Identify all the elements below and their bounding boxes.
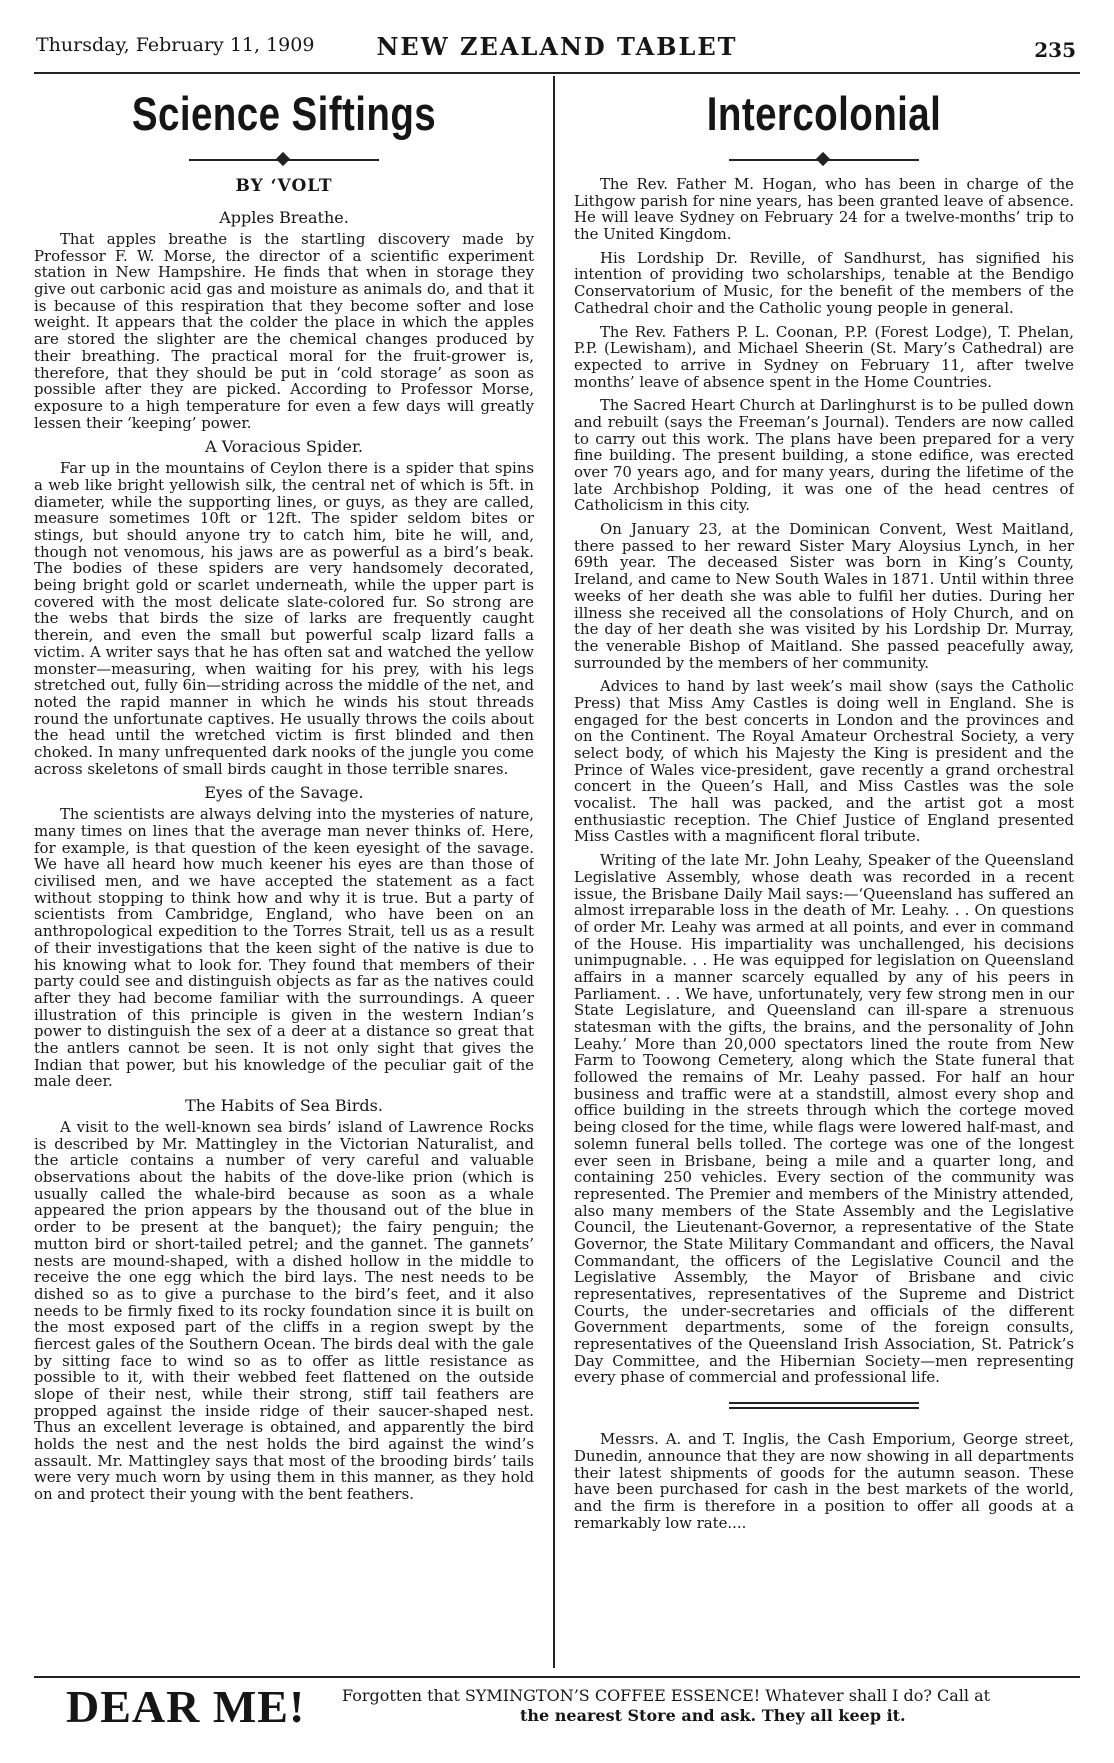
news-paragraph: Writing of the late Mr. John Leahy, Speaker of the Queensland Legislative Assembly, whose death was recorded in a recent issue, the Brisbane Daily Mail says:—‘Queensland has suffered an almost irreparable loss in the death of Mr. Leahy. . . On questions of order Mr. Leahy was armed at all points, and ever in command of the House. His impartiality was unchallenged, his decisions unimpugnable. . . He was equipped for legislation on Queensland affairs in a manner scarcely equalled by any of his peers in Parliament. . . We have, unfortunately, very few strong men in our State Legislature, and Queensland can ill-spare a strenuous statesman with the gifts, the brains, and the personality of John Leahy.’ More than 20,000 spectators lined the route from New Farm to Toowong Cemetery, along which the State funeral that followed the remains of Mr. Leahy passed. For half an hour business and traffic were at a standstill, almost every shop and office building in the streets through which the cortege moved being closed for the time, while flags were lowered half-mast, and solemn funeral bells tolled. The cortege was one of the longest ever seen in Brisbane, being a mile and a quarter long, and containing 250 vehicles. Every section of the community was represented. The Premier and members of the Ministry attended, also many members of the State Assembly and the Legislative Council, the Lieutenant-Governor, a representative of the State Governor, the State Military Commandant and officers, the Naval Commandant, the officers of the Legislative Council and the Legislative Assembly, the Mayor of Brisbane and civic representatives, representatives of the Supreme and District Courts, the under-secretaries and officials of the different Government departments, some of the foreign consults, representatives of the Queensland Irish Association, St. Patrick’s Day Committee, and the Hibernian Society—men representing every phase of commercial and professional life. bbox=[574, 851, 1074, 1387]
section-title-science: Science Siftings bbox=[131, 87, 437, 140]
article-paragraph: The scientists are always delving into the mysteries of nature, many times on lines that the average man never thinks of. Here, for example, is that question of the keen eyesight of the savage. We have all heard how much keener his eyes are than those of civilised men, and we have accepted the statement as a fact without stopping to think how and why it is true. But a party of scientists from Cambridge, England, who have been on an anthropological expedition to the Torres Strait, tell us as a result of their investigations that the keen sight of the native is due to his knowing what to look for. They found that members of their party could see and distinguish objects as far as the natives could after they had become familiar with the surroundings. A queer illustration of this principle is given in the western Indian’s power to distinguish the sex of a deer at a distance so great that the antlers cannot be seen. It is not only sight that gives the Indian that power, but his knowledge of the peculiar gait of the male deer. bbox=[34, 805, 534, 1091]
news-paragraph: His Lordship Dr. Reville, of Sandhurst, has signified his intention of providing two scholarships, tenable at the Bendigo Conservatorium of Music, for the benefit of the members of the Cathedral choir and the Catholic young people in general. bbox=[574, 248, 1074, 317]
article-paragraph: A visit to the well-known sea birds’ island of Lawrence Rocks is described by Mr. Mattingley in the Victorian Naturalist, and the article contains a number of very careful and valuable observations about the habits of the dove-like prion (which is usually called the whale-bird because as soon as a whale appeared the prion appears by the thousand out of the blue in order to be present at the banquet); the fairy penguin; the mutton bird or short-tailed petrel; and the gannet. The gannets’ nests are mound-shaped, with a dished hollow in the middle to receive the one egg which the bird lays. The nest needs to be dished so as to give a purchase to the bird’s feet, and it also needs to be firmly fixed to its rocky foundation since it is built on the most exposed part of the cliffs in a region swept by the fiercest gales of the Southern Ocean. The birds deal with the gale by sitting face to wind so as to offer as little resistance as possible to it, with their webbed feet flattened on the outside slope of their nest, while their strong, stiff tail feathers are propped against the inside ridge of their saucer-shaped nest. Thus an excellent leverage is obtained, and apparently the bird holds the nest and the nest holds the bird against the wind’s assault. Mr. Mattingley says that most of the brooding birds’ tails were very much worn by using them in this manner, as they hold on and protect their young with the bent feathers. bbox=[34, 1118, 534, 1504]
title-ornament bbox=[729, 152, 919, 168]
right-column bbox=[574, 78, 1074, 1670]
title-ornament bbox=[189, 152, 379, 168]
advert-paragraph: Messrs. A. and T. Inglis, the Cash Emporium, George street, Dunedin, announce that they are now showing in all departments their latest shipments of goods for the autumn season. These have been purchased for cash in the best markets of the world, and the firm is therefore in a position to offer all goods at a remarkably low rate.... bbox=[574, 1430, 1074, 1532]
news-items bbox=[574, 176, 1074, 1386]
news-paragraph: The Rev. Father M. Hogan, who has been in charge of the Lithgow parish for nine years, has been granted leave of absence. He will leave Sydney on February 24 for a twelve-months’ trip to the United Kingdom. bbox=[574, 175, 1074, 244]
news-paragraph: The Rev. Fathers P. L. Coonan, P.P. (Forest Lodge), T. Phelan, P.P. (Lewisham), and Michael Sheerin (St. Mary’s Cathedral) are expected to arrive in Sydney on February 11, after twelve months’ leave of absence spent in the Home Countries. bbox=[574, 322, 1074, 391]
article-body bbox=[34, 208, 534, 1503]
section-heading: Eyes of the Savage. bbox=[204, 783, 364, 803]
section-title-intercolonial: Intercolonial bbox=[706, 87, 942, 140]
article-paragraph: That apples breathe is the startling discovery made by Professor F. W. Morse, the director of a scientific experiment station in New Hampshire. He finds that when in storage they give out carbonic acid gas and moisture as animals do, and that it is because of this respiration that they become softer and lose weight. It appears that the colder the place in which the apples are stored the slighter are the chemical changes produced by their breathing. The practical moral for the fruit-grower is, therefore, that they should be put in ‘cold storage’ as soon as possible after they are picked. According to Professor Morse, exposure to a high temperature for even a few days will greatly lessen their ‘keeping’ power. bbox=[34, 230, 534, 432]
news-paragraph: Advices to hand by last week’s mail show (says the Catholic Press) that Miss Amy Castles is doing well in England. She is engaged for the best concerts in London and the provinces and on the Continent. The Royal Amateur Orchestral Society, a very select body, of which his Majesty the King is president and the Prince of Wales vice-president, gave recently a grand orchestral concert in the Queen’s Hall, and Miss Castles was the sole vocalist. The hall was packed, and the artist got a most enthusiastic reception. The Chief Justice of England presented Miss Castles with a magnificent floral tribute. bbox=[574, 677, 1074, 846]
news-paragraph: On January 23, at the Dominican Convent, West Maitland, there passed to her reward Sister Mary Aloysius Lynch, in her 69th year. The deceased Sister was born in King’s County, Ireland, and came to New South Wales in 1871. Until within three weeks of her death she was able to fulfil her duties. During her illness she received all the consolations of Holy Church, and on the day of her death she was visited by his Lordship Dr. Murray, the venerable Bishop of Maitland. She passed peacefully away, surrounded by the members of her community. bbox=[574, 520, 1074, 672]
column-divider bbox=[553, 76, 555, 1668]
article-paragraph: Far up in the mountains of Ceylon there is a spider that spins a web like bright yellowish silk, the central net of which is 5ft. in diameter, while the supporting lines, or guys, as they are called, measure sometimes 10ft or 12ft. The spider seldom bites or stings, but should anyone try to catch him, bite he will, and, though not venomous, his jaws are as powerful as a bird’s beak. The bodies of these spiders are very handsomely decorated, being bright gold or scarlet underneath, while the upper part is covered with the most delicate slate-colored fur. So strong are the webs that birds the size of larks are frequently caught therein, and even the small but powerful scalp lizard falls a victim. A writer says that he has often sat and watched the yellow monster—measuring, when waiting for his prey, with his legs stretched out, fully 6in—striding across the middle of the net, and noted the rapid manner in which he winds his stout threads round the unfortunate captives. He usually throws the coils about the head until the wretched victim is first blinded and then choked. In many unfrequented dark nooks of the jungle you come across skeletons of small birds caught in those terrible snares. bbox=[34, 459, 534, 778]
section-rule bbox=[729, 1402, 919, 1409]
section-heading: The Habits of Sea Birds. bbox=[185, 1096, 383, 1115]
byline: BY ‘VOLT bbox=[235, 176, 333, 196]
footer-advert bbox=[34, 1676, 1080, 1738]
page-header bbox=[34, 30, 1080, 74]
advert-headline: DEAR ME! bbox=[66, 1681, 306, 1732]
left-column bbox=[34, 78, 534, 1670]
advert-line-2: the nearest Store and ask. They all keep it. bbox=[520, 1706, 906, 1725]
page-number: 235 bbox=[1034, 38, 1076, 62]
section-heading: A Voracious Spider. bbox=[205, 437, 363, 457]
masthead: NEW ZEALAND TABLET bbox=[376, 32, 738, 61]
advert-line-1: Forgotten that SYMINGTON’S COFFEE ESSENCE! Whatever shall I do? Call at bbox=[342, 1686, 991, 1705]
issue-date: Thursday, February 11, 1909 bbox=[36, 34, 315, 56]
section-heading: Apples Breathe. bbox=[219, 208, 349, 227]
news-paragraph: The Sacred Heart Church at Darlinghurst is to be pulled down and rebuilt (says the Freeman’s Journal). Tenders are now called to carry out this work. The plans have been prepared for a very fine building. The present building, a stone edifice, was erected over 70 years ago, and for many years, during the lifetime of the late Archbishop Polding, it was one of the head centres of Catholicism in this city. bbox=[574, 396, 1074, 515]
